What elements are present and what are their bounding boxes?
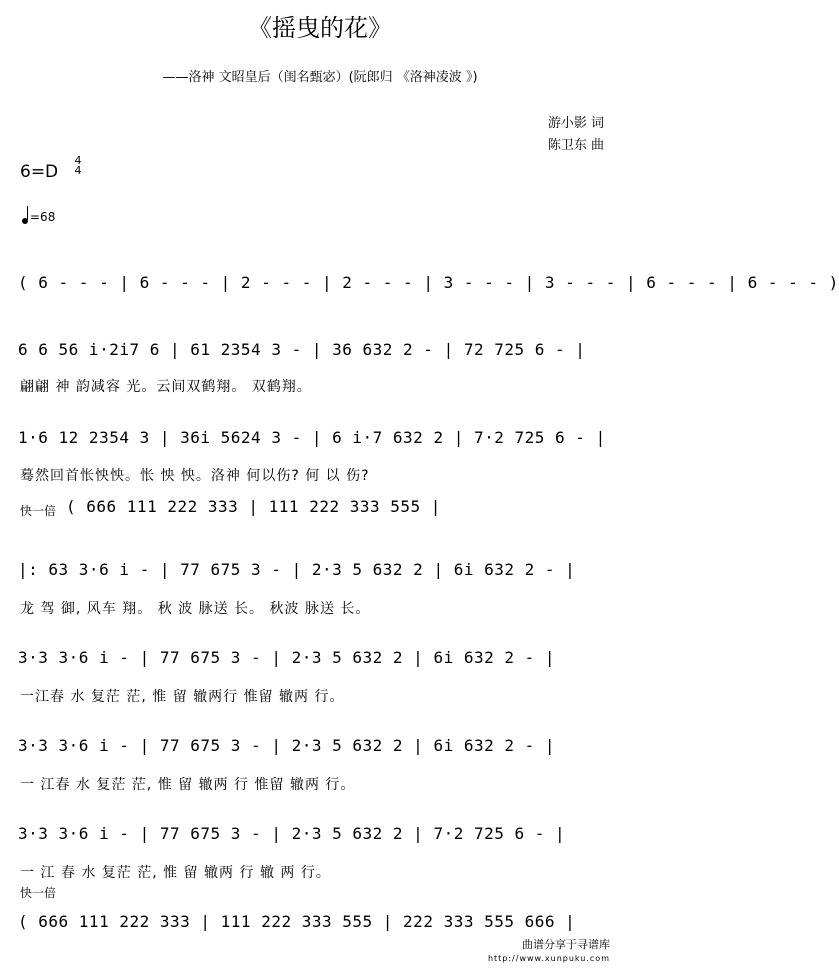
- lyrics-line-5: 一江春 水 复茫 茫, 惟 留 辙两行 惟留 辙两 行。: [20, 689, 345, 705]
- notation-line-2: 6 6 56 i·2i7 6 | 61 2354 3 - | 36 632 2 - | 72 725 6 - |: [18, 340, 586, 359]
- lyrics-line-6: 一 江春 水 复茫 茫, 惟 留 辙两 行 惟留 辙两 行。: [20, 777, 356, 793]
- notation-line-6: 3·3 3·6 i - | 77 675 3 - | 2·3 5 632 2 | 6i 632 2 - |: [18, 736, 556, 755]
- tempo-marking: [22, 210, 55, 224]
- lyricist: 游小影 词: [547, 116, 604, 131]
- time-bottom: 4: [74, 164, 82, 177]
- notation-line-1: ( 6 - - - | 6 - - - | 2 - - - | 2 - - - | 3 - - - | 3 - - - | 6 - - - | 6 - - - ): [18, 273, 839, 292]
- notation-line-5: 3·3 3·6 i - | 77 675 3 - | 2·3 5 632 2 | 6i 632 2 - |: [18, 648, 556, 667]
- notation-line-7: 3·3 3·6 i - | 77 675 3 - | 2·3 5 632 2 | 7·2 725 6 - |: [18, 824, 566, 843]
- subtitle: ——洛神 文昭皇后（闺名甄宓）(阮郎归 《洛神凌波 》): [162, 70, 478, 85]
- tempo-change-label: 快一倍: [20, 504, 57, 518]
- time-signature: [72, 156, 84, 176]
- notation-line-4: |: 63 3·6 i - | 77 675 3 - | 2·3 5 632 2 | 6i 632 2 - |: [18, 560, 576, 579]
- watermark-url: http://www.xunpuku.com: [487, 954, 610, 963]
- tempo-change-label-2: 快一倍: [20, 886, 57, 900]
- key-signature: 6=D: [20, 162, 59, 182]
- interlude-line-2: ( 666 111 222 333 | 111 222 333 555 | 222 333 555 666 |: [18, 912, 576, 931]
- lyrics-line-7: 一 江 春 水 复茫 茫, 惟 留 辙两 行 辙 两 行。: [20, 865, 331, 881]
- lyrics-line-4: 龙 驾 御, 风车 翔。 秋 波 脉送 长。 秋波 脉送 长。: [20, 601, 371, 617]
- page-title: 《摇曳的花》: [248, 14, 392, 42]
- lyrics-line-3: 蓦然回首怅怏怏。怅 怏 怏。洛神 何以伤? 何 以 伤?: [20, 468, 370, 484]
- time-top: 4: [74, 154, 82, 167]
- lyrics-line-2: 翩翩 神 韵减容 光。云间双鹤翔。 双鹤翔。: [20, 379, 312, 395]
- tempo-value: =68: [30, 210, 56, 224]
- composer: 陈卫东 曲: [547, 138, 604, 153]
- notation-line-3: 1·6 12 2354 3 | 36i 5624 3 - | 6 i·7 632 2 | 7·2 725 6 - |: [18, 428, 606, 447]
- quarter-note-icon: [22, 218, 28, 224]
- interlude-line-1: ( 666 111 222 333 | 111 222 333 555 |: [66, 497, 441, 516]
- watermark-text: 曲谱分享于寻谱库: [522, 938, 610, 951]
